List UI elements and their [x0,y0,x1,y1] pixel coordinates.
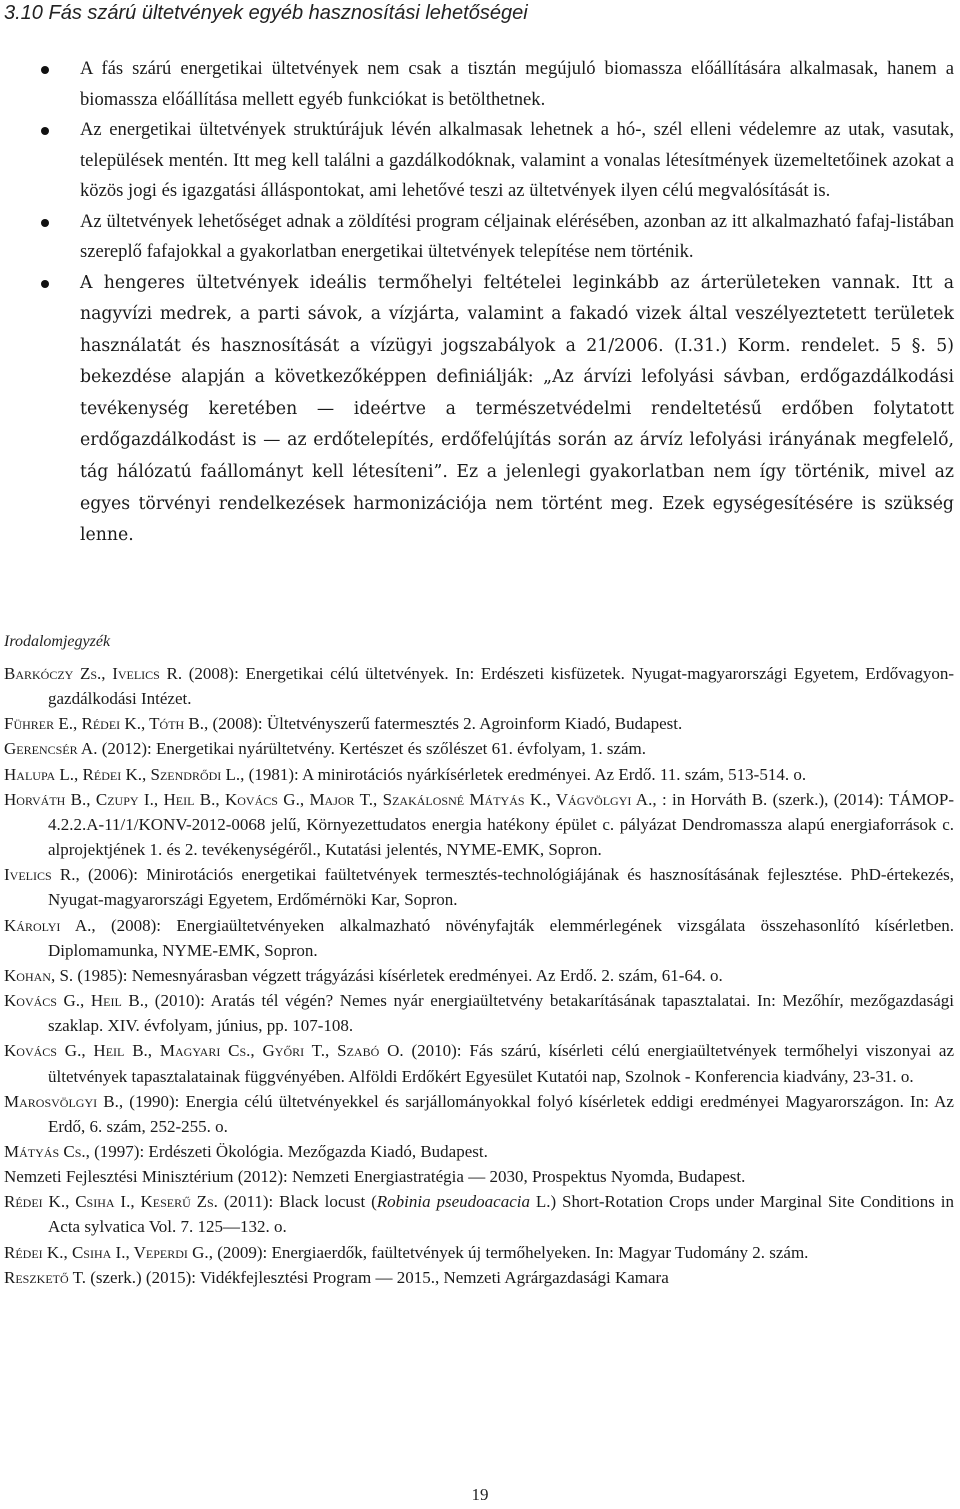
reference-item [4,661,954,711]
reference-text: , (2008): Ültetvényszerű fatermesztés 2. Agroinform Kiadó, Budapest. [204,714,683,734]
reference-text: (1985): Nemesnyárasban végzett trágyázási kísérletek eredményei. Az Erdő. 2. szám, 61-64. o. [73,965,723,985]
reference-text: , (1981): A minirotációs nyárkísérletek eredményei. Az Erdő. 11. szám, 513-514. o. [240,764,807,784]
reference-item [4,1089,954,1139]
reference-authors: Reszkető T. [4,1267,86,1287]
reference-authors: Führer E., Rédei K., Tóth B. [4,714,205,734]
reference-text: Nemzeti Fejlesztési Minisztérium (2012): Nemzeti Energiastratégia — 2030, Prospektus Nyomda, Budapest. [4,1167,746,1187]
bullet-dot-icon [41,66,49,74]
reference-authors: Gerencsér A. [4,739,98,759]
bullet-item [0,115,960,207]
bullet-item [0,207,960,268]
reference-text: (2011): Black locust ( [217,1192,377,1212]
bullet-item [0,54,960,115]
bullet-list [0,54,960,552]
bullet-text: Az ültetvények lehetőséget adnak a zöldítési program céljainak elérésében, azonban az itt alkalmazható fafaj-listában szereplő fafajokkal a gyakorlatban energetikai ültetvények telepítése nem történik. [80,210,954,262]
reference-item [4,963,954,988]
reference-authors: Rédei K., Csiha I., Keserű Zs. [4,1192,218,1212]
bullet-text: A fás szárú energetikai ültetvények nem csak a tisztán megújuló biomassza előállítására alkalmasak, hanem a biomassza előállítása mellett egyéb funkciókat is betölthetnek. [80,58,954,110]
reference-item [4,787,954,862]
reference-item [4,1164,954,1189]
reference-text-after: L.) Short-Rotation Crops under Marginal Site Conditions in Acta sylvatica Vol. 7. 125—132. o. [48,1192,954,1237]
bullet-text: Az energetikai ültetvények struktúrájuk lévén alkalmasak lehetnek a hó-, szél elleni védelemre az utak, vasutak, települések mentén. Itt meg kell találni a gazdálkodóknak, valamint a vonalas létesítmények üzemeltetőinek azokat a közös jogi és igazgatási álláspontokat, ami lehetővé teszi az ültetvények ilyen célú megvalósítását is. [80,119,954,201]
reference-authors: Marosvölgyi B. [4,1091,119,1111]
reference-authors: Ivelics R. [4,865,76,885]
reference-authors: Halupa L., Rédei K., Szendrődi L. [4,764,241,784]
reference-authors: Barkóczy Zs., Ivelics R. [4,664,183,683]
page-number: 19 [471,1485,489,1504]
bullet-dot-icon [41,219,49,227]
reference-text: , (2009): Energiaerdők, faültetvények új termőhelyeken. In: Magyar Tudomány 2. szám. [208,1242,809,1262]
reference-authors: Kohan, S. [4,965,74,985]
reference-text: (2008): Energetikai célú ültetvények. In: Erdészeti kisfüzetek. Nyugat-magyarországi Egyetem, Erdővagyon-gazdálkodási Intézet. [48,664,954,709]
reference-item [4,988,954,1038]
reference-italic-species: Robinia pseudoacacia [376,1192,530,1212]
reference-authors: Horváth B., Czupy I., Heil B., Kovács G., Major T., Szakálosné Mátyás K., Vágvölgyi A. [4,789,653,809]
bullet-dot-icon [41,280,49,288]
reference-authors: Mátyás Cs. [4,1141,86,1161]
reference-text: (2012): Energetikai nyárültetvény. Kertészet és szőlészet 61. évfolyam, 1. szám. [97,739,647,759]
reference-text: , (2008): Energiaültetvényeken alkalmazható növényfajták elemmérlegének vizsgálata összehasonlító kísérletben. Diplomamunka, NYME-EMK, Sopron. [48,915,954,960]
reference-text: , : in Horváth B. (szerk.), (2014): TÁMOP-4.2.2.A-11/1/KONV-2012-0068 jelű, Környezettudatos energia hatékony épület c. pályázat Dendromassza alapú energiaforrások c. alprojektjének 1. és 2. tevékenységéről., Kutatási jelentés, NYME-EMK, Sopron. [48,789,955,860]
references-heading: Irodalomjegyzék [4,633,111,650]
reference-text: , (1990): Energia célú ültetvényekkel és sarjállományokkal folyó kísérletek eddigi eredményei Magyarországon. In: Az Erdő, 6. szám, 252-255. o. [48,1091,954,1136]
reference-text: (2010): Fás szárú, kísérleti célú energiaültetvények termőhelyi viszonyai az ültetvények tapasztalatainak függvényében. Alföldi Erdőkért Egyesület Kutatói nap, Szolnok - Konferencia kiadvány, 23-31. o. [48,1041,954,1086]
bullet-item [0,268,960,552]
reference-item [4,862,954,912]
reference-text: , (1997): Erdészeti Ökológia. Mezőgazda Kiadó, Budapest. [85,1141,488,1161]
reference-item [4,1240,954,1265]
bullet-text: A hengeres ültetvények ideális termőhelyi feltételei leginkább az árterületeken vannak. Itt a nagyvízi medrek, a parti sávok, a vízjárta, valamint a fakadó vizek által veszélyeztetett területek használatát és hasznosítását a vízügyi jogszabályok a 21/2006. (I.31.) Korm. rendelet. 5 §. 5) bekezdése alapján a következőképpen definiálják: „Az árvízi lefolyási sávban, erdőgazdálkodási tevékenység keretében — ideértve a természetvédelmi rendeltetésű erdőben folytatott erdőgazdálkodást is — az erdőtelepítés, erdőfelújítás során az árvíz lefolyási irányának megfelelő, tág hálózatú faállományt kell létesíteni”. Ez a jelenlegi gyakorlatban nem így történik, mivel az egyes törvényi rendelkezések harmonizációja nem történt meg. Ezek egységesítésére is szükség lenne. [80,272,954,546]
reference-authors: Rédei K., Csiha I., Veperdi G. [4,1242,209,1262]
reference-authors: Károlyi A. [4,915,92,935]
reference-item [4,711,954,736]
reference-authors: Kovács G., Heil B., Magyari Cs., Győri T., Szabó O. [4,1041,404,1061]
reference-item [4,1189,954,1239]
reference-list [4,661,954,1290]
reference-item [4,1139,954,1164]
reference-item [4,736,954,761]
reference-text: , (2006): Minirotációs energetikai faültetvények termesztés-technológiájának és hasznosításának fejlesztése. PhD-értekezés, Nyugat-magyarországi Egyetem, Erdőmérnöki Kar, Sopron. [48,865,954,910]
reference-text: (szerk.) (2015): Vidékfejlesztési Program — 2015., Nemzeti Agrárgazdasági Kamara [85,1267,669,1287]
reference-item [4,913,954,963]
bullet-dot-icon [41,127,49,135]
reference-text: , (2010): Aratás tél végén? Nemes nyár energiaültetvény betakarításának tapasztalatai. In: Mezőhír, mezőgazdasági szaklap. XIV. évfolyam, június, pp. 107-108. [48,991,954,1036]
reference-authors: Kovács G., Heil B. [4,991,144,1011]
reference-item [4,762,954,787]
section-title: 3.10 Fás szárú ültetvények egyéb hasznosítási lehetőségei [4,2,528,24]
reference-item [4,1265,954,1290]
reference-item [4,1038,954,1088]
